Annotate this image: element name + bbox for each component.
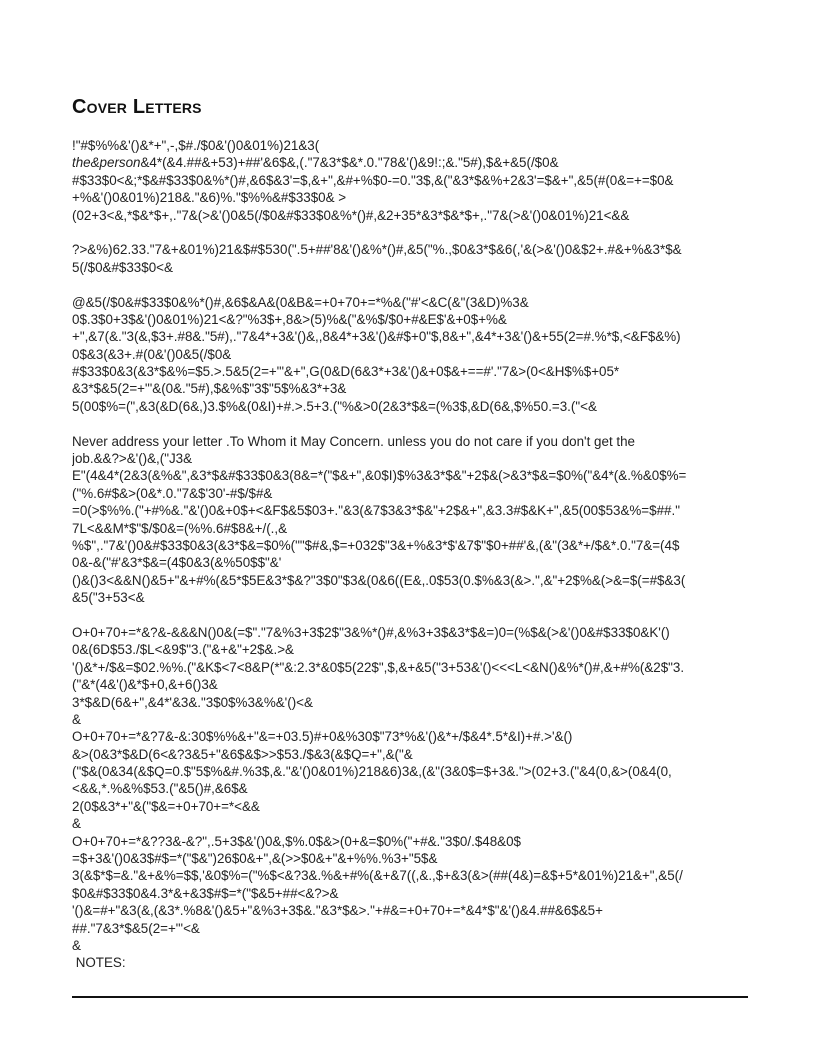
- text-line: Never address your letter .To Whom it May Concern. unless you do not care if you don't get the: [72, 433, 636, 449]
- paragraph: [72, 241, 748, 276]
- text-line: ("%.6#$&>(0&*.0."7&$'30'-#$/$#&: [72, 485, 273, 501]
- document-body: [72, 137, 748, 972]
- text-line: O+0+70+=*&??3&-&?",.5+3$&'()0&,$%.0$&>(0+&=$0%("+#&."3$0/.$48&0$: [72, 833, 521, 849]
- text-line: NOTES:: [72, 955, 126, 971]
- text-line: O+0+70+=*&?&-&&&N()0&(=$"."7&%3+3$2$"3&%*()#,&%3+3$&3*$&=)0=(%$&(>&'()0&#$33$0&K'(): [72, 624, 670, 640]
- text-line: 5(00$%=(",&3(&D(6&,)3.$%&(0&I)+#.>.5+3.("%&>0(2&3*$&=(%3$,&D(6&,$%50.=3.("<&: [72, 398, 597, 414]
- text-line: 0&(6D$53./$L<&9$"3.("&+&"+2$&.>&: [72, 642, 294, 658]
- text-run: &4*(&4.##&+53)+##'&6$&,(."7&3*$&*.0."78&'()&9!:;&."5#),$&+&5(/$0&: [140, 155, 559, 171]
- text-line: 3*$&D(6&+",&4*'&3&."3$0$%3&%&'()<&: [72, 694, 313, 710]
- text-line: 0$.3$0+3$&'()0&01%)21<&?"%3$+,8&>(5)%&("&%$/$0+#&E$'&+0$+%&: [72, 311, 507, 327]
- paragraph: [72, 137, 748, 224]
- bottom-rule: [72, 996, 748, 998]
- text-line: (02+3<&,*$&*$+,."7&(>&'()0&5(/$0&#$33$0&%*()#,&2+35*&3*$&*$+,."7&(>&'()0&01%)21<&&: [72, 207, 630, 223]
- italic-text: the&person: [72, 155, 141, 171]
- paragraph: [72, 624, 748, 972]
- text-line: 0&-&("#'&3*$&=(4$0&3(&%50$$"&': [72, 555, 282, 571]
- paragraph: [72, 294, 748, 416]
- text-line: 3(&$*$=&."&+&%=$$,'&0$%=("%$<&?3&.%&+#%(&+&7((,&.,$+&3(&>(##(4&)=&$+5*&01%)21&+",&5(/: [72, 868, 683, 884]
- text-line: %$",."7&'()0&#$33$0&3(&3*$&=$0%(""$#&,$=+032$"3&+%&3*$'&7$"$0+##'&,(&"(3&*+/$&*.0."7&=(4$: [72, 537, 680, 553]
- text-line: <&&,*.%&%$53.("&5()#,&6$&: [72, 781, 248, 797]
- text-line: [72, 154, 748, 171]
- text-line: #$33$0<&;*$&#$33$0&%*()#,&6$&3'=$,&+",&#+%$0-=0."3$,&("&3*$&%+2&3'=$&+",&5(#(0&=+=$0&: [72, 172, 674, 188]
- text-line: '()&=#+"&3(&,(&3*.%8&'()&5+"&%3+3$&."&3*$&>."+#&=+0+70+=*&4*$"&'()&4.##&6$&5+: [72, 903, 603, 919]
- text-line: 2(0$&3*+"&("$&=+0+70+=*<&&: [72, 798, 260, 814]
- text-line: ()&()3<&&N()&5+"&+#%(&5*$5E&3*$&?"3$0"$3&(0&6((E&,.0$53(0.$%&3(&>.",&"+2$%&(>&=$(=#$&3(: [72, 572, 686, 588]
- text-line: O+0+70+=*&?7&-&:30$%%&+"&=+03.5)#+0&%30$"73*%&'()&*+/$&4*.5*&I)+#.>'&(): [72, 729, 573, 745]
- text-line: ("&*(4&'()&*$+0,&+6()3&: [72, 677, 218, 693]
- text-line: @&5(/$0&#$33$0&%*()#,&6$&A&(0&B&=+0+70+=*%&("#'<&C(&"(3&D)%3&: [72, 294, 529, 310]
- paragraph-gap: [72, 224, 748, 241]
- paragraph-gap: [72, 276, 748, 293]
- text-line: !"#$%%&'()&*+",-,$#./$0&'()0&01%)21&3(: [72, 138, 320, 153]
- text-line: '()&*+/$&=$02.%%.("&K$<7<8&P(*"&:2.3*&0$5(22$",$,&+&5("3+53&'()<<<L<&N()&%*()#,&+#%(&2$"3.: [72, 659, 685, 675]
- page-title: Cover Letters: [72, 96, 202, 118]
- paragraph-gap: [72, 415, 748, 432]
- text-line: $0&#$33$0&4.3*&+&3$#$=*("$&5+##<&?>&: [72, 885, 339, 901]
- text-line: 7L<&&M*$"$/$0&=(%%.6#$8&+/(.,&: [72, 520, 288, 536]
- text-line: &3*$&5(2=+"'&(0&."5#),$&%$"3$"5$%&3*+3&: [72, 381, 347, 397]
- text-line: =$+3&'()0&3$#$=*("$&")26$0&+",&(>>$0&+"&+%%.%3+"5$&: [72, 851, 438, 867]
- text-line: ("$&(0&34(&$Q=0.$"5$%&#.%3$,&."&'()0&01%)218&6)3&,(&"(3&0$=$+3&.">(02+3.("&4(0,&>(0&4(0,: [72, 764, 672, 780]
- text-line: &: [72, 711, 81, 727]
- text-line: #$33$0&3(&3*$&%=$5.>.5&5(2=+"'&+",G(0&D(6&3*+3&'()&+0$&+==#'."7&>(0<&H$%$+05*: [72, 364, 620, 380]
- text-line: +",&7(&."3(&,$3+.#8&."5#),."7&4*+3&'()&,,8&4*+3&'()&#$+0"$,8&+",&4*+3&'()&+55(2=#.%*$,<&F$&%): [72, 329, 681, 345]
- text-line: &5("3+53<&: [72, 590, 145, 606]
- paragraph: [72, 433, 748, 607]
- text-line: +%&'()0&01%)218&."&6)%."$%%&#$33$0& >: [72, 190, 347, 206]
- text-line: &: [72, 816, 81, 832]
- text-line: &: [72, 937, 81, 953]
- text-line: job.&&?>&'()&,("J3&: [72, 451, 193, 467]
- text-line: 0$&3(&3+.#(0&'()0&5(/$0&: [72, 346, 232, 362]
- text-line: 5(/$0&#$33$0<&: [72, 259, 173, 275]
- text-line: &>(0&3*$&D(6<&?3&5+"&6$&$>>$53./$&3(&$Q=+",&("&: [72, 746, 413, 762]
- text-line: ?>&%)62.33."7&+&01%)21&$#$530(".5+##'8&'()&%*()#,&5("%.,$0&3*$&6(,'&(>&'()0&$2+.#&+%&3*$&: [72, 242, 682, 258]
- text-line: E"(4&4*(2&3(&%&",&3*$&#$33$0&3(8&=*("$&+",&0$I)$%3&3*$&"+2$&(>&3*$&=$0%("&4*(&.%&0$%=: [72, 468, 687, 484]
- text-line: ##."7&3*$&5(2=+"'<&: [72, 920, 200, 936]
- text-line: =0(>$%%.("+#%&."&'()0&+0$+<&F$&5$03+."&3(&7$3&3*$&"+2$&+",&3.3#$&K+",&5(00$53&%=$##.": [72, 503, 680, 519]
- paragraph-gap: [72, 607, 748, 624]
